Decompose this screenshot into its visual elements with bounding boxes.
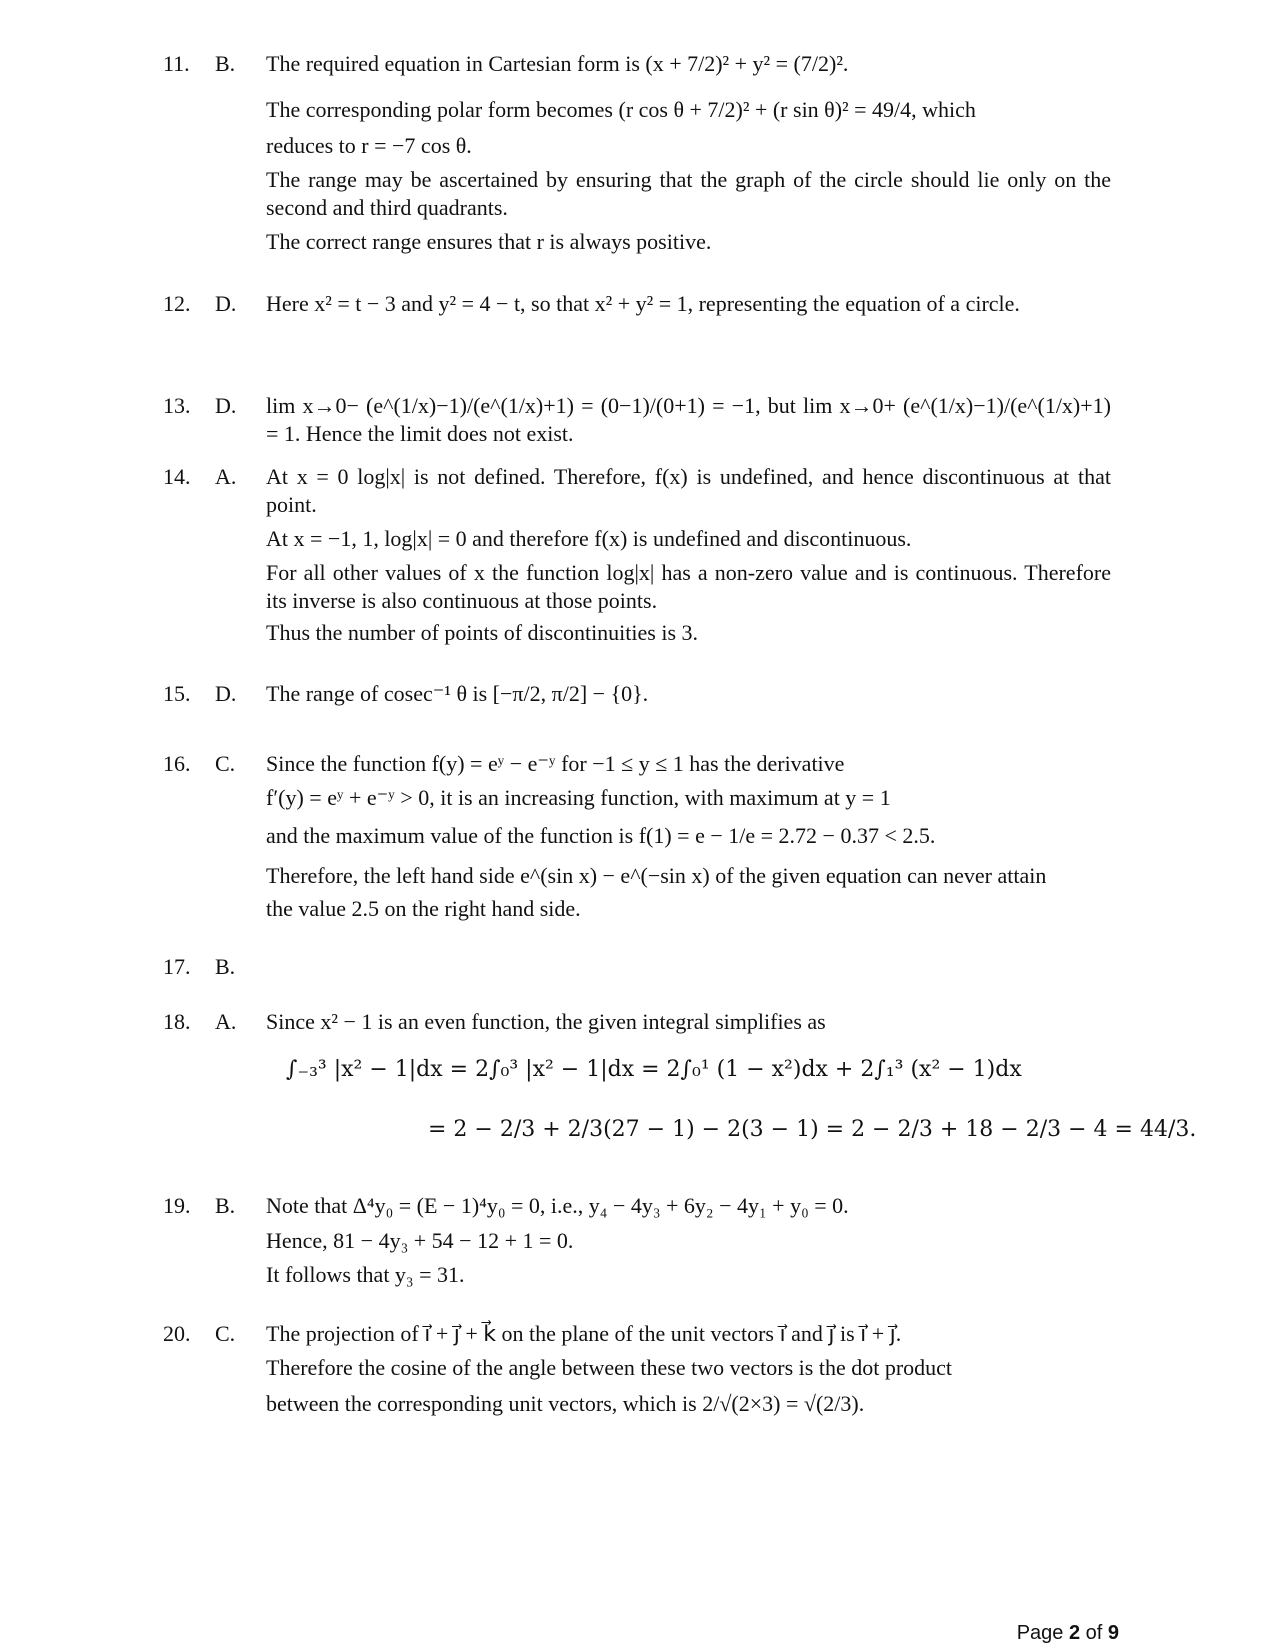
solution-line: lim x→0− (e^(1/x)−1)/(e^(1/x)+1) = (0−1)/(0+1) = −1, but lim x→0+ (e^(1/x)−1)/(e^(1/x)+1) = 1. Hence the limit does not exist. xyxy=(266,393,1111,446)
page-footer xyxy=(1017,1622,1119,1645)
question-number: 12. xyxy=(163,291,191,316)
solution-line: Therefore the cosine of the angle between these two vectors is the dot product xyxy=(266,1355,953,1380)
solution-line: the value 2.5 on the right hand side. xyxy=(266,896,581,921)
question-number: 11. xyxy=(163,51,190,76)
question-number: 14. xyxy=(163,464,191,489)
question-number: 20. xyxy=(163,1321,191,1346)
question-number: 13. xyxy=(163,393,191,418)
answer-letter: A. xyxy=(215,464,237,489)
answer-letter: C. xyxy=(215,751,236,776)
solution-line: and the maximum value of the function is f(1) = e − 1/e = 2.72 − 0.37 < 2.5. xyxy=(266,823,936,848)
solution-line: It follows that y₃ = 31. xyxy=(266,1262,465,1287)
answer-letter: B. xyxy=(215,1193,236,1218)
solution-line: The correct range ensures that r is always positive. xyxy=(266,229,712,254)
solution-line: between the corresponding unit vectors, which is 2/√(2×3) = √(2/3). xyxy=(266,1391,865,1416)
answer-letter: C. xyxy=(215,1321,236,1346)
solution-line: Note that Δ⁴y₀ = (E − 1)⁴y₀ = 0, i.e., y₄ − 4y₃ + 6y₂ − 4y₁ + y₀ = 0. xyxy=(266,1193,849,1218)
solution-line: Hence, 81 − 4y₃ + 54 − 12 + 1 = 0. xyxy=(266,1228,574,1253)
answer-letter: D. xyxy=(215,291,237,316)
solution-line: The range of cosec⁻¹ θ is [−π/2, π/2] − {0}. xyxy=(266,681,649,706)
solution-line: The required equation in Cartesian form is (x + 7/2)² + y² = (7/2)². xyxy=(266,51,849,76)
integral-equation: ∫₋₃³ |x² − 1|dx = 2∫₀³ |x² − 1|dx = 2∫₀¹ (1 − x²)dx + 2∫₁³ (x² − 1)dx xyxy=(286,1057,1022,1082)
solution-line: At x = 0 log|x| is not defined. Therefore, f(x) is undefined, and hence discontinuous at that point. xyxy=(266,464,1111,517)
solution-line: The projection of i⃗ + j⃗ + k⃗ on the plane of the unit vectors i⃗ and j⃗ is i⃗ + j⃗. xyxy=(266,1321,902,1346)
solution-line: Since the function f(y) = eʸ − e⁻ʸ for −1 ≤ y ≤ 1 has the derivative xyxy=(266,751,845,776)
solution-line: reduces to r = −7 cos θ. xyxy=(266,133,472,158)
current-page-number: 2 xyxy=(1068,1622,1081,1644)
answer-letter: B. xyxy=(215,954,236,979)
solution-line: Here x² = t − 3 and y² = 4 − t, so that x² + y² = 1, representing the equation of a circle. xyxy=(266,291,1020,316)
question-number: 19. xyxy=(163,1193,191,1218)
total-pages: 9 xyxy=(1107,1622,1119,1644)
answer-letter: D. xyxy=(215,393,237,418)
solution-line: Since x² − 1 is an even function, the given integral simplifies as xyxy=(266,1009,826,1034)
question-number: 17. xyxy=(163,954,191,979)
integral-result: = 2 − 2/3 + 2/3(27 − 1) − 2(3 − 1) = 2 − 2/3 + 18 − 2/3 − 4 = 44/3. xyxy=(428,1117,1197,1142)
solution-line: f′(y) = eʸ + e⁻ʸ > 0, it is an increasing function, with maximum at y = 1 xyxy=(266,785,891,810)
solution-line: For all other values of x the function log|x| has a non-zero value and is continuous. Therefore its inverse is also continuous at those points. xyxy=(266,560,1111,613)
answer-letter: D. xyxy=(215,681,237,706)
answer-letter: B. xyxy=(215,51,236,76)
answer-letter: A. xyxy=(215,1009,237,1034)
solution-line: The corresponding polar form becomes (r cos θ + 7/2)² + (r sin θ)² = 49/4, which xyxy=(266,97,976,122)
footer-middle: of xyxy=(1080,1622,1108,1644)
footer-prefix: Page xyxy=(1016,1622,1069,1644)
solution-line: Thus the number of points of discontinuities is 3. xyxy=(266,620,699,645)
solution-line: Therefore, the left hand side e^(sin x) − e^(−sin x) of the given equation can never attain xyxy=(266,863,1047,888)
question-number: 15. xyxy=(163,681,191,706)
question-number: 16. xyxy=(163,751,191,776)
question-number: 18. xyxy=(163,1009,191,1034)
solution-line: At x = −1, 1, log|x| = 0 and therefore f(x) is undefined and discontinuous. xyxy=(266,526,912,551)
solution-line: The range may be ascertained by ensuring that the graph of the circle should lie only on the second and third quadrants. xyxy=(266,167,1111,220)
